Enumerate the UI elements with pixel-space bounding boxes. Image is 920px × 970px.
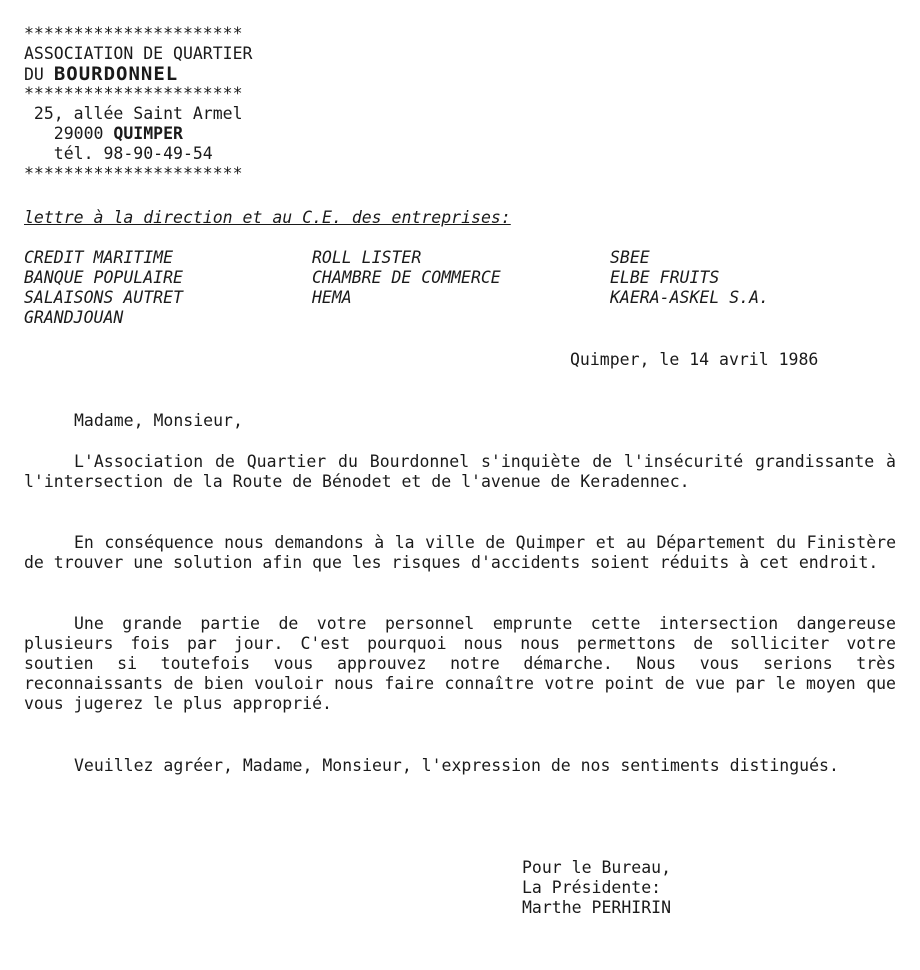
- recipient-item: GRANDJOUAN: [24, 308, 124, 327]
- signatory-name: Marthe PERHIRIN: [522, 898, 672, 917]
- letterhead-stars-middle: **********************: [24, 84, 243, 103]
- recipient-item: HEMA: [312, 288, 352, 307]
- signature-line-1: Pour le Bureau,: [522, 858, 672, 877]
- body-paragraph-3: Une grande partie de votre personnel emprunte cette intersection dangereuse plusieurs fois par jour. C'est pourquoi nous nous permettons de solliciter votre soutien si toutefois vous approuvez notre démarche. Nous vous serions très reconnaissants de bien vouloir nous faire connaître votre point de vue par le moyen que vous jugerez le plus approprié.: [24, 614, 896, 713]
- association-prefix: DU: [24, 65, 54, 84]
- body-paragraph-2: En conséquence nous demandons à la ville de Quimper et au Département du Finistère de trouver une solution afin que les risques d'accidents soient réduits à cet endroit.: [24, 533, 896, 572]
- recipients-column-3: [610, 248, 769, 308]
- letterhead-stars-bottom: **********************: [24, 164, 243, 183]
- recipient-item: BANQUE POPULAIRE: [24, 268, 183, 287]
- recipient-item: CREDIT MARITIME: [24, 248, 174, 267]
- letterhead: [24, 24, 252, 184]
- signature-line-2: La Présidente:: [522, 878, 662, 897]
- recipient-item: SBEE: [610, 248, 650, 267]
- neighbourhood-name: BOURDONNEL: [53, 63, 179, 85]
- signature-block: [522, 858, 671, 918]
- street-address: 25, allée Saint Armel: [24, 104, 243, 123]
- recipient-item: ROLL LISTER: [312, 248, 422, 267]
- closing-paragraph: Veuillez agréer, Madame, Monsieur, l'expression de nos sentiments distingués.: [74, 756, 839, 775]
- postal-address: [24, 124, 252, 144]
- recipient-item: ELBE FRUITS: [610, 268, 720, 287]
- letterhead-stars-top: **********************: [24, 24, 243, 43]
- postal-code: 29000: [24, 124, 114, 143]
- letter-topic: lettre à la direction et au C.E. des entreprises:: [24, 208, 511, 227]
- phone-number: tél. 98-90-49-54: [24, 144, 213, 163]
- recipient-item: KAERA-ASKEL S.A.: [610, 288, 769, 307]
- association-name-line2: [24, 64, 252, 84]
- recipient-item: SALAISONS AUTRET: [24, 288, 183, 307]
- city-name: QUIMPER: [113, 124, 183, 143]
- salutation: Madame, Monsieur,: [74, 411, 243, 430]
- body-paragraph-1: L'Association de Quartier du Bourdonnel s'inquiète de l'insécurité grandissante à l'intersection de la Route de Bénodet et de l'avenue de Keradennec.: [24, 452, 896, 491]
- association-name: ASSOCIATION DE QUARTIER: [24, 44, 253, 63]
- recipient-item: CHAMBRE DE COMMERCE: [312, 268, 501, 287]
- recipients-column-2: [312, 248, 501, 308]
- place-and-date: Quimper, le 14 avril 1986: [570, 350, 819, 369]
- recipients-column-1: [24, 248, 183, 328]
